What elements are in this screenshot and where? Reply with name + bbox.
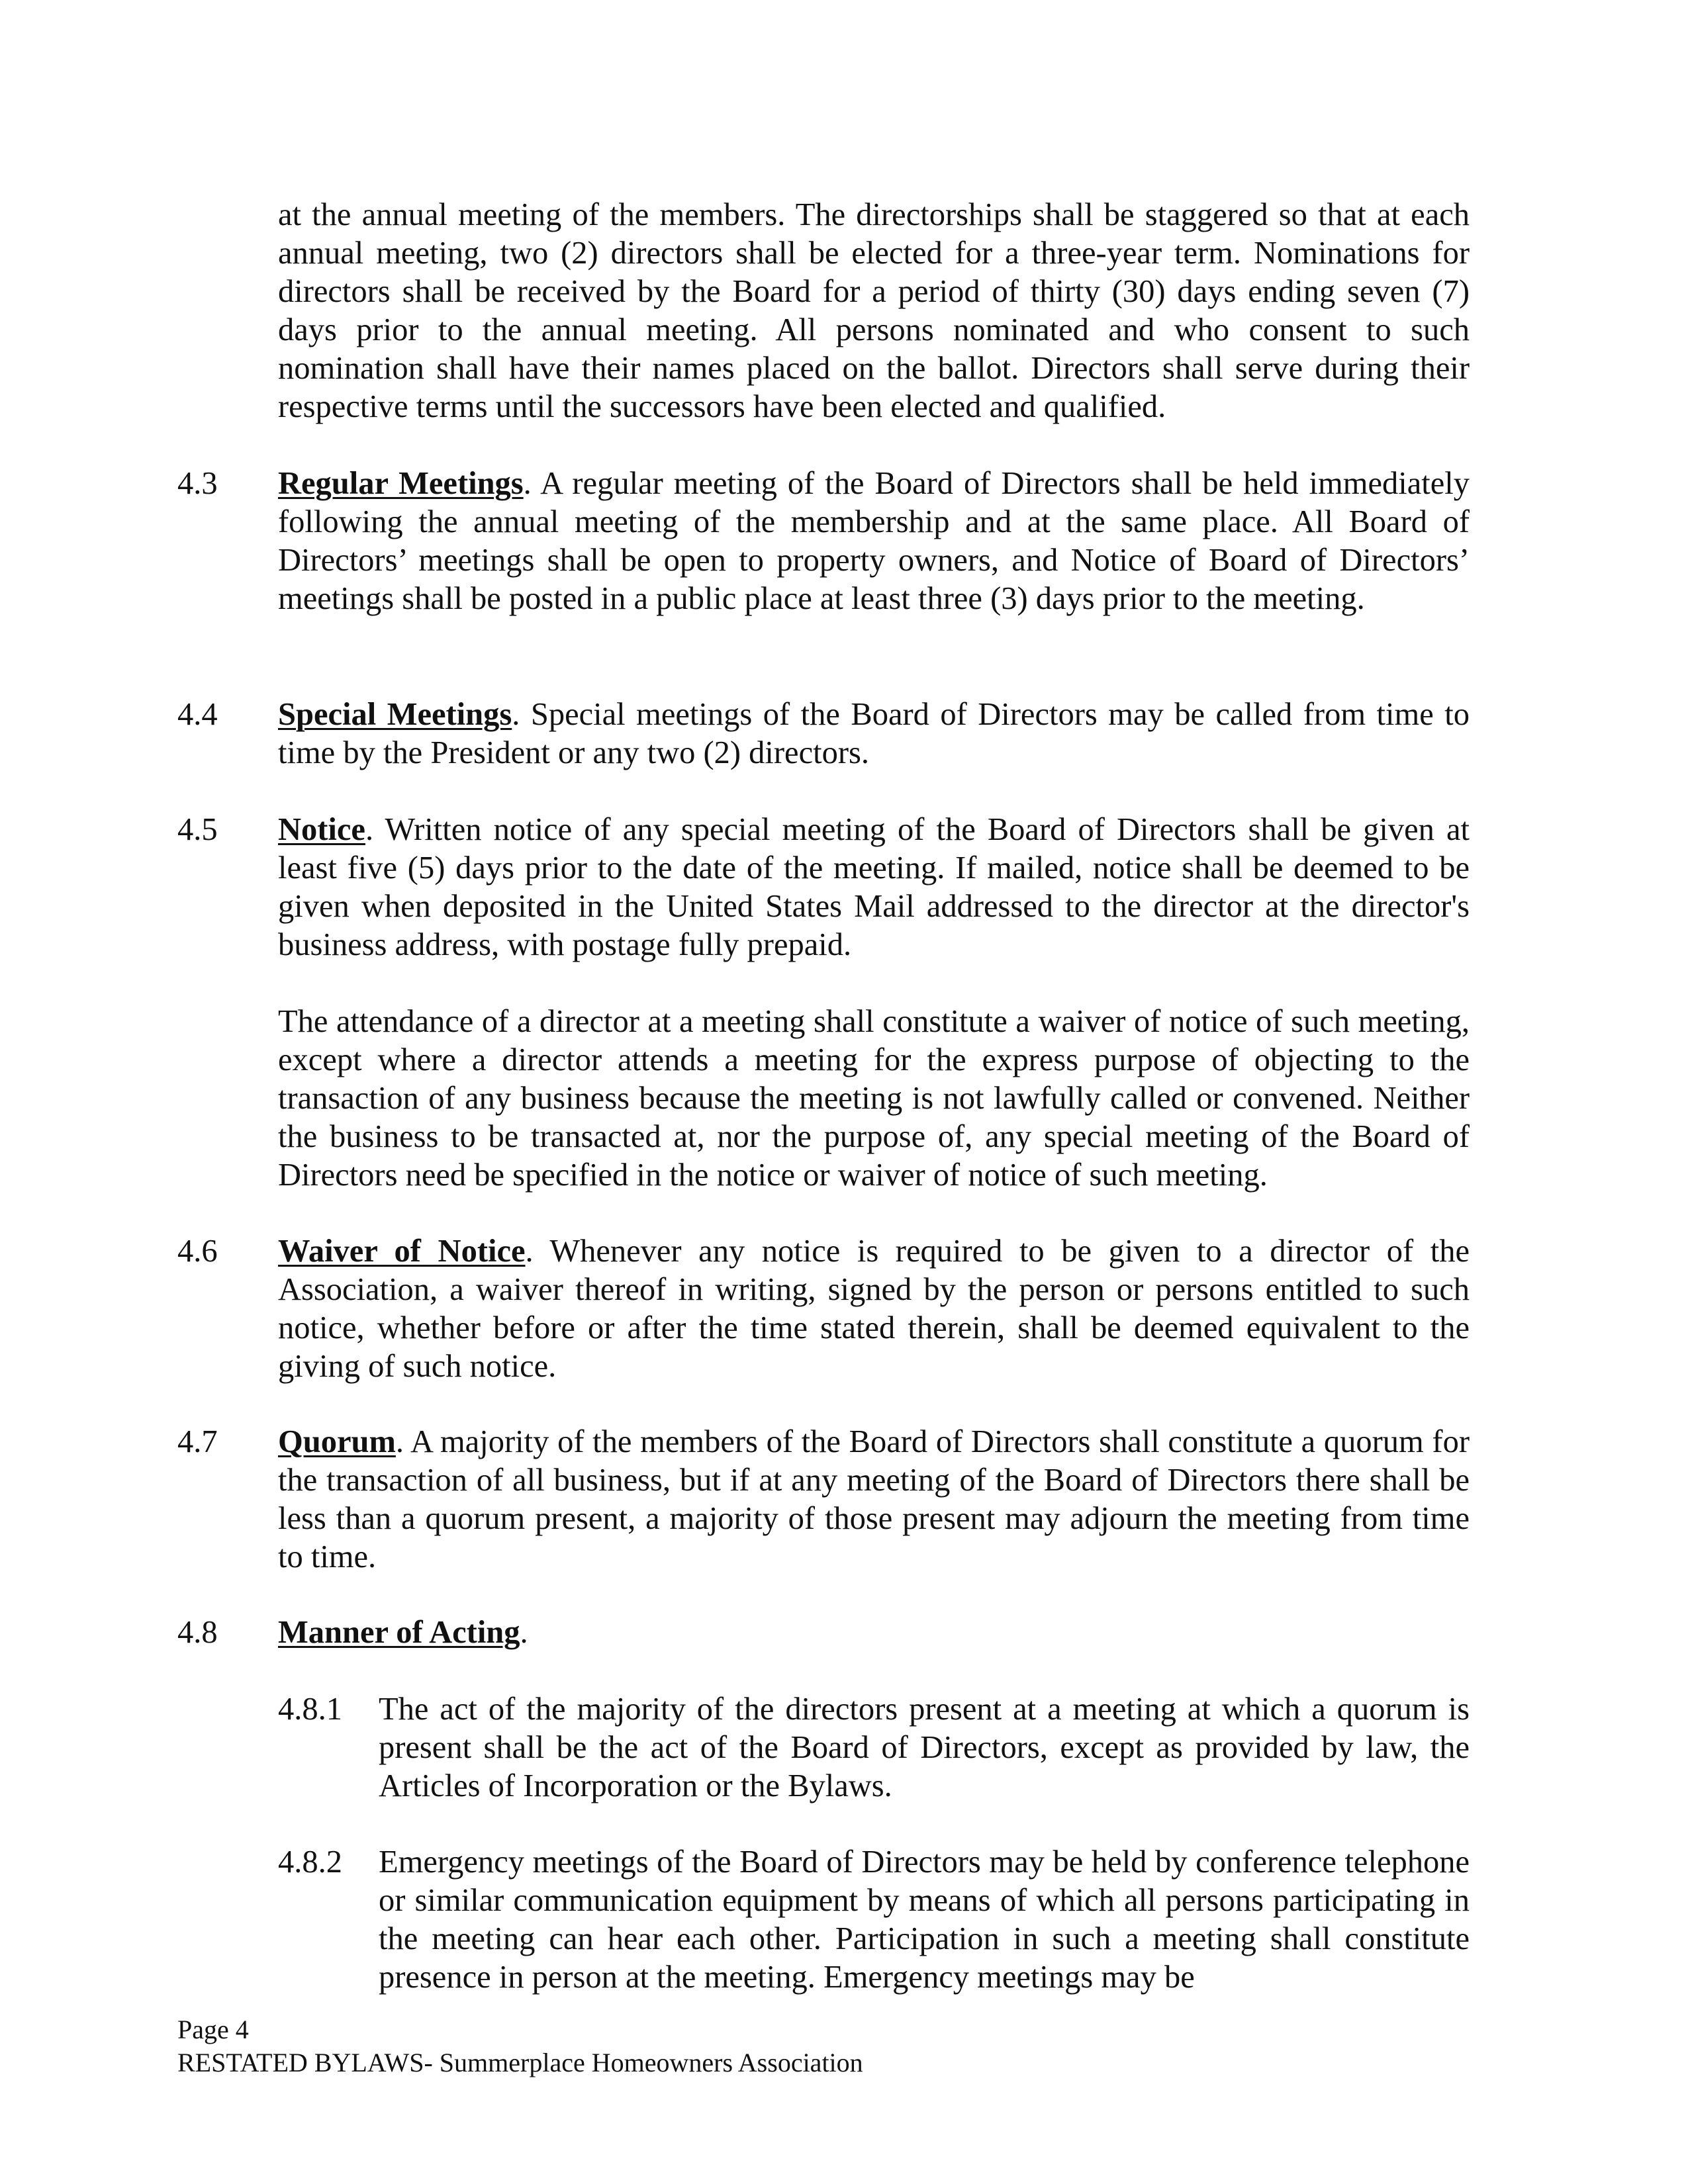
subsection-text: The act of the majority of the directors present at a meeting at which a quorum is present shall be the act of the Board of Directors, except as provided by law, the Articles of Incorporation or the Bylaws. xyxy=(379,1692,1470,1803)
intro-paragraph: at the annual meeting of the members. The directorships shall be staggered so that at each annual meeting, two (2) directors shall be elected for a three-year term. Nominations for directors shall be received by the Board for a period of thirty (30) days ending seven (7) days prior to the annual meeting. All persons nominated and who consent to such nomination shall have their names placed on the ballot. Directors shall serve during their respective terms until the successors have been elected and qualified. xyxy=(278,197,1470,424)
section-number: 4.6 xyxy=(177,1234,218,1269)
section-body xyxy=(278,696,1470,772)
section-text: . Written notice of any special meeting of the Board of Directors shall be given at least five (5) days prior to the date of the meeting. If mailed, notice shall be deemed to be given when deposited in the United States Mail addressed to the director at the director's business address, with postage fully prepaid. xyxy=(278,812,1470,962)
section-body xyxy=(278,1232,1470,1386)
section-text: . xyxy=(520,1615,528,1650)
section-number: 4.5 xyxy=(177,812,218,847)
footer-document-title: RESTATED BYLAWS- Summerplace Homeowners Association xyxy=(177,2048,863,2077)
section-heading: Quorum xyxy=(278,1424,396,1459)
section-text: . A regular meeting of the Board of Directors shall be held immediately following the annual meeting of the membership and at the same place. All Board of Directors’ meetings shall be open to property owners, and Notice of Board of Directors’ meetings shall be posted in a public place at least three (3) days prior to the meeting. xyxy=(278,466,1470,616)
section-heading: Waiver of Notice xyxy=(278,1234,526,1269)
section-body xyxy=(278,1423,1470,1576)
subsection-number: 4.8.1 xyxy=(278,1692,342,1727)
section-number: 4.3 xyxy=(177,466,218,501)
section-body xyxy=(278,465,1470,618)
section-number: 4.4 xyxy=(177,697,218,732)
section-text: . Whenever any notice is required to be given to a director of the Association, a waiver thereof in writing, signed by the person or persons entitled to such notice, whether before or after the time stated therein, shall be deemed equivalent to the giving of such notice. xyxy=(278,1234,1470,1384)
section-number: 4.8 xyxy=(177,1615,218,1650)
notice-extra-paragraph: The attendance of a director at a meeting shall constitute a waiver of notice of such meeting, except where a director attends a meeting for the express purpose of objecting to the transaction of any business because the meeting is not lawfully called or convened. Neither the business to be transacted at, nor the purpose of, any special meeting of the Board of Directors need be specified in the notice or waiver of notice of such meeting. xyxy=(278,1004,1470,1193)
section-number: 4.7 xyxy=(177,1424,218,1459)
section-text: . Special meetings of the Board of Directors may be called from time to time by the President or any two (2) directors. xyxy=(278,697,1470,770)
section-heading: Notice xyxy=(278,812,365,847)
section-heading: Regular Meetings xyxy=(278,466,524,501)
section-body xyxy=(278,811,1470,964)
subsection-number: 4.8.2 xyxy=(278,1844,342,1880)
section-text: . A majority of the members of the Board of Directors shall constitute a quorum for the transaction of all business, but if at any meeting of the Board of Directors there shall be less than a quorum present, a majority of those present may adjourn the meeting from time to time. xyxy=(278,1424,1470,1574)
section-heading: Special Meetings xyxy=(278,697,512,732)
subsection-text: Emergency meetings of the Board of Directors may be held by conference telephone or similar communication equipment by means of which all persons participating in the meeting can hear each other. Participation in such a meeting shall constitute presence in person at the meeting. Emergency meetings may be xyxy=(379,1844,1470,1995)
section-body xyxy=(278,1614,1470,1652)
section-heading: Manner of Acting xyxy=(278,1615,520,1650)
footer-page-number: Page 4 xyxy=(177,2015,249,2044)
